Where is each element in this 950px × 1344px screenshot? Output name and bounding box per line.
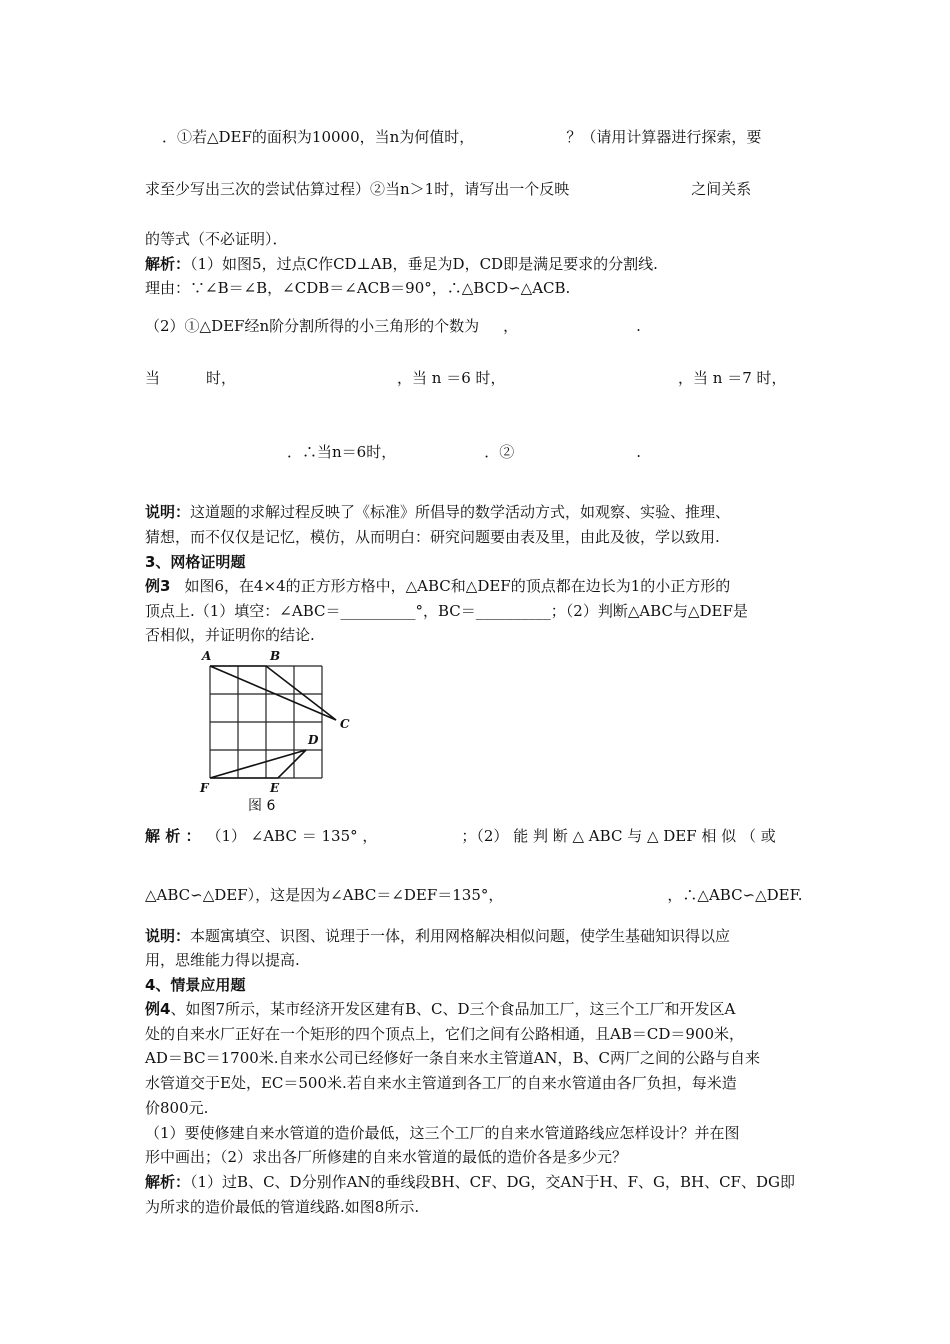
- section4-heading: 4、情景应用题: [145, 976, 246, 994]
- when-n6: ，当 n ＝6 时，: [397, 369, 506, 387]
- example3-line-1: [145, 576, 730, 596]
- section3-heading: 3、网格证明题: [145, 553, 246, 571]
- example3-line-3: 否相似，并证明你的结论.: [145, 626, 315, 644]
- note3-text-1: 本题寓填空、识图、说理于一体，利用网格解决相似问题，使学生基础知识得以应: [190, 927, 731, 945]
- when-shi: 时，: [206, 369, 237, 387]
- when-dang: 当: [145, 369, 161, 387]
- note1-text-1: 这道题的求解过程反映了《标准》所倡导的数学活动方式，如观察、实验、推理、: [190, 503, 731, 521]
- question-line-2-b: 之间关系: [691, 180, 752, 198]
- solution3-text-2a: △ABC∽△DEF），这是因为∠ABC＝∠DEF＝135°，: [145, 886, 504, 904]
- example4-line-5: 价800元.: [145, 1099, 209, 1117]
- example4-line-4: 水管道交于E处，EC＝500米.若自来水主管道到各工厂的自来水管道由各厂负担，每米造: [145, 1074, 737, 1092]
- example4-label: 例4: [145, 1000, 171, 1018]
- note3-line-1: [145, 926, 730, 946]
- label-d: D: [308, 733, 319, 747]
- example4-line-3: AD＝BC＝1700米.自来水公司已经修好一条自来水主管道AN，B、C两厂之间的公路与自来: [145, 1049, 761, 1067]
- question4-line-2: 形中画出；（2）求出各厂所修建的自来水管道的最低的造价各是多少元？: [145, 1148, 628, 1166]
- solution3-text-2b: ，∴△ABC∽△DEF.: [667, 886, 803, 904]
- triangle-abc: [210, 666, 336, 720]
- example4-line-2: 处的自来水厂正好在一个矩形的四个顶点上，它们之间有公路相通，且AB＝CD＝900米，: [145, 1025, 744, 1043]
- therefore-c: .: [636, 443, 642, 461]
- solution4-label: 解析：: [145, 1173, 191, 1191]
- figure-6-caption: 图 6: [248, 798, 276, 814]
- triangle-def: [210, 750, 306, 778]
- solution3-text-1b: ；（2） 能 判 断 △ ABC 与 △ DEF 相 似 （ 或: [461, 827, 776, 845]
- note1-line-2: 猜想，而不仅仅是记忆，模仿，从而明白：研究问题要由表及里，由此及彼，学以致用.: [145, 528, 720, 546]
- solution4-line-1: [145, 1172, 795, 1192]
- question4-line-1: （1）要使修建自来水管道的造价最低，这三个工厂的自来水管道路线应怎样设计？并在图: [145, 1124, 740, 1142]
- label-b: B: [270, 649, 281, 663]
- note3-line-2: 用，思维能力得以提高.: [145, 951, 300, 969]
- example3-label: 例3: [145, 577, 171, 595]
- question-line-2-a: 求至少写出三次的尝试估算过程）②当n＞1时，请写出一个反映: [145, 180, 570, 198]
- question-line-1-a: ．①若△DEF的面积为10000，当n为何值时，: [162, 128, 475, 146]
- solution-part-2: [145, 316, 641, 336]
- question-line-1: [162, 127, 761, 147]
- solution4-line-2: 为所求的造价最低的管道线路.如图8所示.: [145, 1198, 420, 1216]
- label-f: F: [200, 781, 209, 795]
- note1-label: 说明：: [145, 503, 191, 521]
- question-line-1-b: ？（请用计算器进行探索，要: [566, 128, 762, 146]
- solution-part-2-b: ，: [503, 317, 519, 335]
- label-e: E: [270, 781, 280, 795]
- solution3-line-1: [145, 826, 776, 846]
- therefore-a: ．∴当n＝6时，: [287, 443, 397, 461]
- therefore-b: ．②: [484, 443, 515, 461]
- question-line-3: 的等式（不必证明）．: [145, 230, 288, 248]
- example4-line-1: [145, 999, 735, 1019]
- when-n7: ，当 n ＝7 时，: [678, 369, 787, 387]
- example3-line-2: 顶点上.（1）填空：∠ABC＝__________°，BC＝__________；（2）判断△ABC与△DEF是: [145, 602, 748, 620]
- example4-text-1: 、如图7所示，某市经济开发区建有B、C、D三个食品加工厂，这三个工厂和开发区A: [170, 1000, 736, 1018]
- question-line-2: [145, 179, 751, 199]
- solution-part-1: （1）如图5，过点C作CD⊥AB，垂足为D，CD即是满足要求的分割线.: [190, 255, 658, 273]
- solution-paragraph-1: [145, 254, 658, 274]
- solution-reason: 理由：∵∠B＝∠B，∠CDB＝∠ACB＝90°，∴△BCD∽△ACB.: [145, 279, 571, 297]
- label-a: A: [202, 649, 212, 663]
- solution3-text-1a: （1） ∠ABC ＝ 135° ，: [206, 827, 378, 845]
- solution-part-2-a: （2）①△DEF经n阶分割所得的小三角形的个数为: [145, 317, 480, 335]
- example3-text-1: 如图6，在4×4的正方形方格中，△ABC和△DEF的顶点都在边长为1的小正方形的: [184, 577, 731, 595]
- label-c: C: [340, 717, 350, 731]
- therefore-line: [287, 442, 641, 462]
- solution3-label: 解 析 ：: [145, 827, 201, 845]
- note1-line-1: [145, 502, 730, 522]
- solution-part-2-c: .: [636, 317, 641, 335]
- solution3-line-2: [145, 885, 802, 905]
- solution4-text-1: （1）过B、C、D分别作AN的垂线段BH、CF、DG，交AN于H、F、G，BH、CF、DG即: [190, 1173, 795, 1191]
- note3-label: 说明：: [145, 927, 191, 945]
- solution-label: 解析：: [145, 255, 191, 273]
- figure-6-grid: [198, 646, 358, 814]
